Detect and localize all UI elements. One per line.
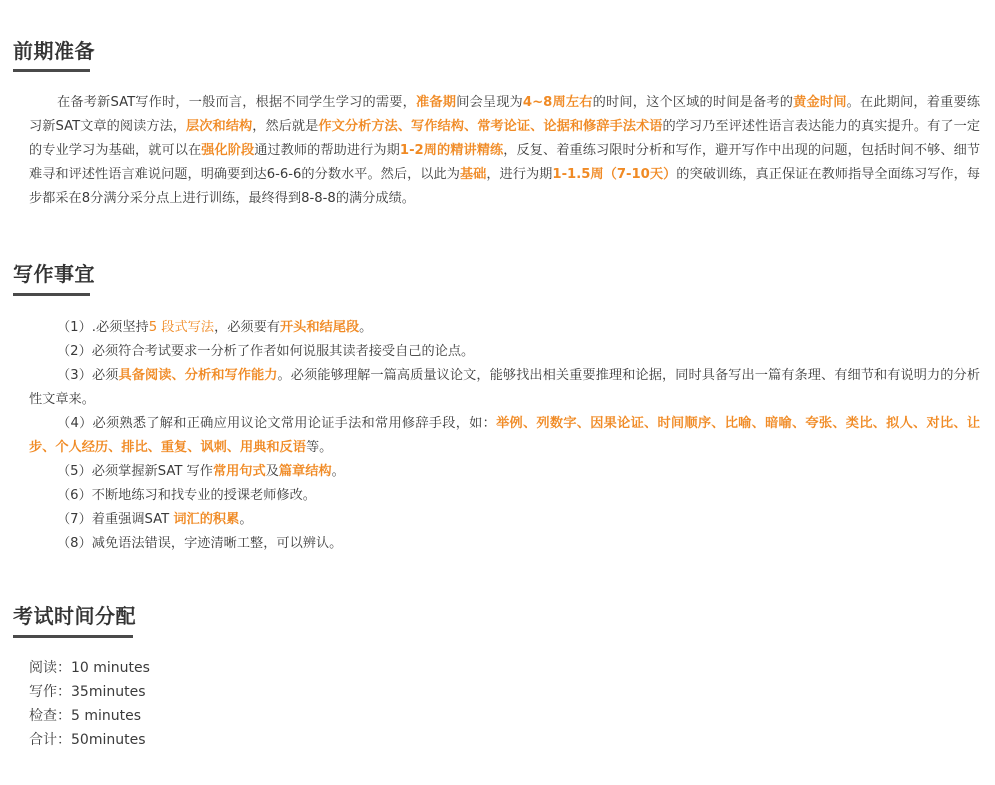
item-text: 等。 bbox=[305, 440, 333, 455]
item-text: （8）减免语法错误，字迹清晰工整，可以辨认。 bbox=[57, 536, 343, 551]
item-highlight: 篇章结构 bbox=[278, 464, 332, 479]
writing-item-2 bbox=[29, 340, 474, 364]
prep-text: ，反复、着重练习限时分析和写作，避开写作中出现的问题，包括时间不够、细节难寻和评述性语言难说问题，明确要到达6-6-6的分数水平。然后，以此为 bbox=[29, 143, 981, 182]
item-highlight: 常用句式 bbox=[212, 464, 266, 479]
prep-text: 的学习乃至评述性语言表达能力的真实提升。有了一定的专业学习为基础，就可以在 bbox=[29, 119, 981, 158]
item-text: （7）着重强调SAT bbox=[57, 512, 174, 527]
prep-highlight: 1-2周的精讲精练 bbox=[399, 143, 504, 158]
section-title-writing: 写作事宜 bbox=[13, 262, 95, 286]
time-row-checking: 检查：5 minutes bbox=[29, 708, 142, 724]
prep-text: ，然后就是 bbox=[252, 119, 319, 134]
prep-text: ，进行为期 bbox=[486, 167, 553, 182]
title-underline bbox=[13, 635, 133, 638]
title-underline bbox=[13, 293, 90, 296]
prep-highlight: 黄金时间 bbox=[793, 95, 847, 110]
item-text: ，必须要有 bbox=[214, 320, 280, 335]
writing-item-1 bbox=[29, 316, 372, 340]
writing-item-6 bbox=[29, 484, 316, 508]
item-highlight: 具备阅读、分析和写作能力 bbox=[118, 368, 278, 383]
prep-highlight: 作文分析方法、写作结构、常考论证、论据和修辞手法术语 bbox=[318, 119, 663, 134]
prep-text: 在备考新SAT写作时，一般而言，根据不同学生学习的需要， bbox=[57, 95, 416, 110]
prep-highlight: 基础 bbox=[459, 167, 487, 182]
time-row-total: 合计：50minutes bbox=[29, 732, 146, 748]
item-text: （5）必须掌握新SAT 写作 bbox=[57, 464, 213, 479]
writing-item-3 bbox=[29, 364, 980, 412]
item-text: （2）必须符合考试要求一分析了作者如何说服其读者接受自己的论点。 bbox=[57, 344, 475, 359]
prep-highlight: 4~8周左右 bbox=[522, 95, 593, 110]
title-underline bbox=[13, 69, 90, 72]
prep-paragraph bbox=[29, 91, 980, 211]
writing-item-4 bbox=[29, 412, 980, 460]
item-text: （4）必须熟悉了解和正确应用议论文常用论证手法和常用修辞手段，如： bbox=[57, 416, 497, 431]
section-title-time: 考试时间分配 bbox=[13, 604, 136, 628]
writing-item-8 bbox=[29, 532, 342, 556]
prep-text: 。在此期间，着重要练习新SAT文章的阅读方法， bbox=[29, 95, 981, 134]
time-row-writing: 写作：35minutes bbox=[29, 684, 146, 700]
item-highlight: 词汇的积累 bbox=[173, 512, 240, 527]
item-highlight: 举例、列数字、因果论证、时间顺序、比喻、暗喻、夸张、类比、拟人、对比、让步、个人经历、排比、重复、讽刺、用典和反语 bbox=[29, 416, 981, 455]
item-text: （1）.必须坚持 bbox=[57, 320, 149, 335]
prep-text: 的时间，这个区域的时间是备考的 bbox=[592, 95, 794, 110]
item-highlight: 开头和结尾段 bbox=[280, 320, 360, 335]
item-highlight: 5 段式写法 bbox=[148, 320, 215, 335]
item-text: 。必须能够理解一篇高质量议论文，能够找出相关重要推理和论据，同时具备写出一篇有条理、有细节和有说明力的分析性文章来。 bbox=[29, 368, 981, 407]
prep-text: 的突破训练，真正保证在教师指导全面练习写作，每步都采在8分满分采分点上进行训练，最终得到8-8-8的满分成绩。 bbox=[29, 167, 981, 206]
prep-highlight: 强化阶段 bbox=[201, 143, 255, 158]
time-row-reading: 阅读：10 minutes bbox=[29, 660, 150, 676]
item-text: （6）不断地练习和找专业的授课老师修改。 bbox=[57, 488, 316, 503]
section-title-prep: 前期准备 bbox=[13, 39, 95, 63]
prep-highlight: 1-1.5周（7-10天） bbox=[552, 167, 677, 182]
item-text: 。 bbox=[359, 320, 373, 335]
writing-item-5 bbox=[29, 460, 345, 484]
prep-highlight: 层次和结构 bbox=[186, 119, 253, 134]
item-text: 。 bbox=[239, 512, 253, 527]
writing-item-7 bbox=[29, 508, 253, 532]
prep-highlight: 准备期 bbox=[415, 95, 457, 110]
prep-text: 通过教师的帮助进行为期 bbox=[254, 143, 400, 158]
item-text: 及 bbox=[265, 464, 279, 479]
prep-text: 间会呈现为 bbox=[456, 95, 523, 110]
item-text: 。 bbox=[331, 464, 345, 479]
item-text: （3）必须 bbox=[57, 368, 119, 383]
